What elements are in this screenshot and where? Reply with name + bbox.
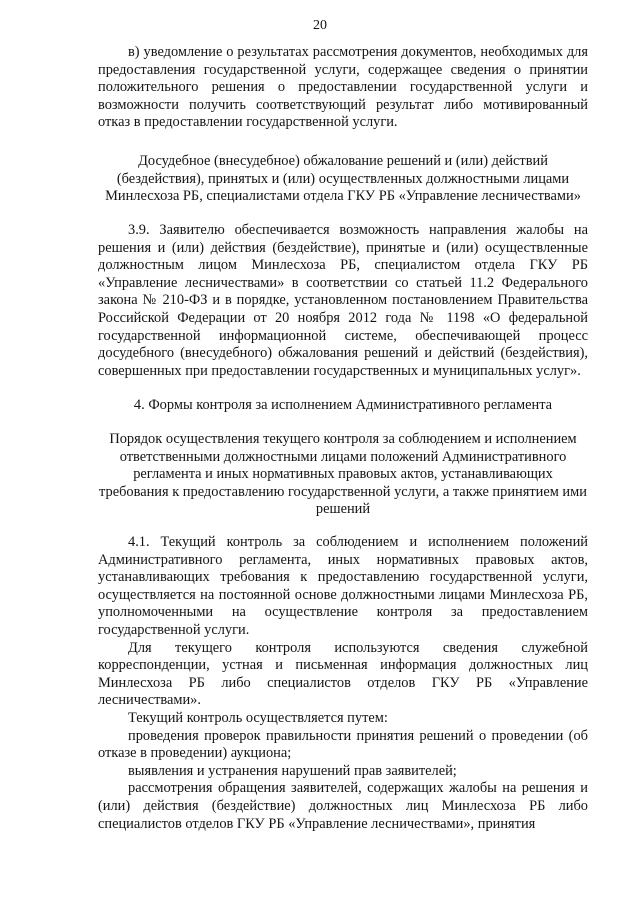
paragraph-3-9: 3.9. Заявителю обеспечивается возможность направления жалобы на решения и (или) действия (бездействие), принятые и (или) осуществленные должностным лицом Минлесхоза РБ, специалистом отдела ГКУ РБ «Управление лесничествами» в соответствии со статьей 11.2 Федерального закона № 210-ФЗ и в порядке, установленном постановлением Правительства Российской Федерации от 20 ноября 2012 года № 1198 «О федеральной государственной информационной системе, обеспечивающей процесс досудебного (внесудебного) обжалования решений и действий (бездействия), совершенных при предоставлении государственных и муниципальных услуг». bbox=[98, 222, 588, 379]
heading-current-control: Порядок осуществления текущего контроля за соблюдением и исполнением ответственными должностными лицами положений Административного регламента и иных нормативных правовых актов, устанавливающих требования к предоставлению государственной услуги, а также принятием ими решений bbox=[99, 431, 587, 518]
paragraph-control-method-2: выявления и устранения нарушений прав заявителей; bbox=[128, 762, 457, 779]
heading-control-block bbox=[98, 431, 588, 519]
paragraph-4-1: 4.1. Текущий контроль за соблюдением и исполнением положений Административного регламента, иных нормативных правовых актов, устанавливающих требования к предоставлению государственной услуги, осуществляется на постоянной основе должностными лицами Минлесхоза РБ, уполномоченными на осуществление контроля за предоставлением государственной услуги. bbox=[98, 534, 588, 638]
page-number: 20 bbox=[313, 18, 327, 33]
heading-pretrial-appeal: Досудебное (внесудебное) обжалование решений и (или) действий (бездействия), принятых и (или) осуществленных должностными лицами Минлесхоза РБ, специалистами отдела ГКУ РБ «Управление лесничествами» bbox=[105, 153, 581, 205]
section-4-title: 4. Формы контроля за исполнением Административного регламента bbox=[133, 397, 553, 413]
section-4-block bbox=[98, 397, 588, 415]
paragraph-v: в) уведомление о результатах рассмотрения документов, необходимых для предоставления государственной услуги, содержащее сведения о принятии положительного решения о предоставлении государственной услуги и возможности получить соответствующий результат либо мотивированный отказ в предоставлении государственной услуги. bbox=[98, 44, 588, 131]
heading-appeal-block bbox=[98, 153, 588, 206]
paragraph-3-9-block bbox=[98, 222, 588, 380]
paragraph-control-method-3: рассмотрения обращения заявителей, содержащих жалобы на решения и (или) действия (бездействие) должностных лиц Минлесхоза РБ либо специалистов отделов ГКУ РБ «Управление лесничествами», принятия bbox=[98, 780, 588, 832]
paragraph-control-methods-intro: Текущий контроль осуществляется путем: bbox=[128, 709, 388, 726]
paragraph-control-method-1: проведения проверок правильности принятия решений о проведении (об отказе в проведении) аукциона; bbox=[98, 727, 588, 762]
section-4-body bbox=[98, 534, 588, 833]
paragraph-control-sources: Для текущего контроля используются сведения служебной корреспонденции, устная и письменная информация должностных лиц Минлесхоза РБ либо специалистов отделов ГКУ РБ «Управление лесничествами». bbox=[98, 639, 588, 709]
paragraph-notification bbox=[98, 44, 588, 132]
